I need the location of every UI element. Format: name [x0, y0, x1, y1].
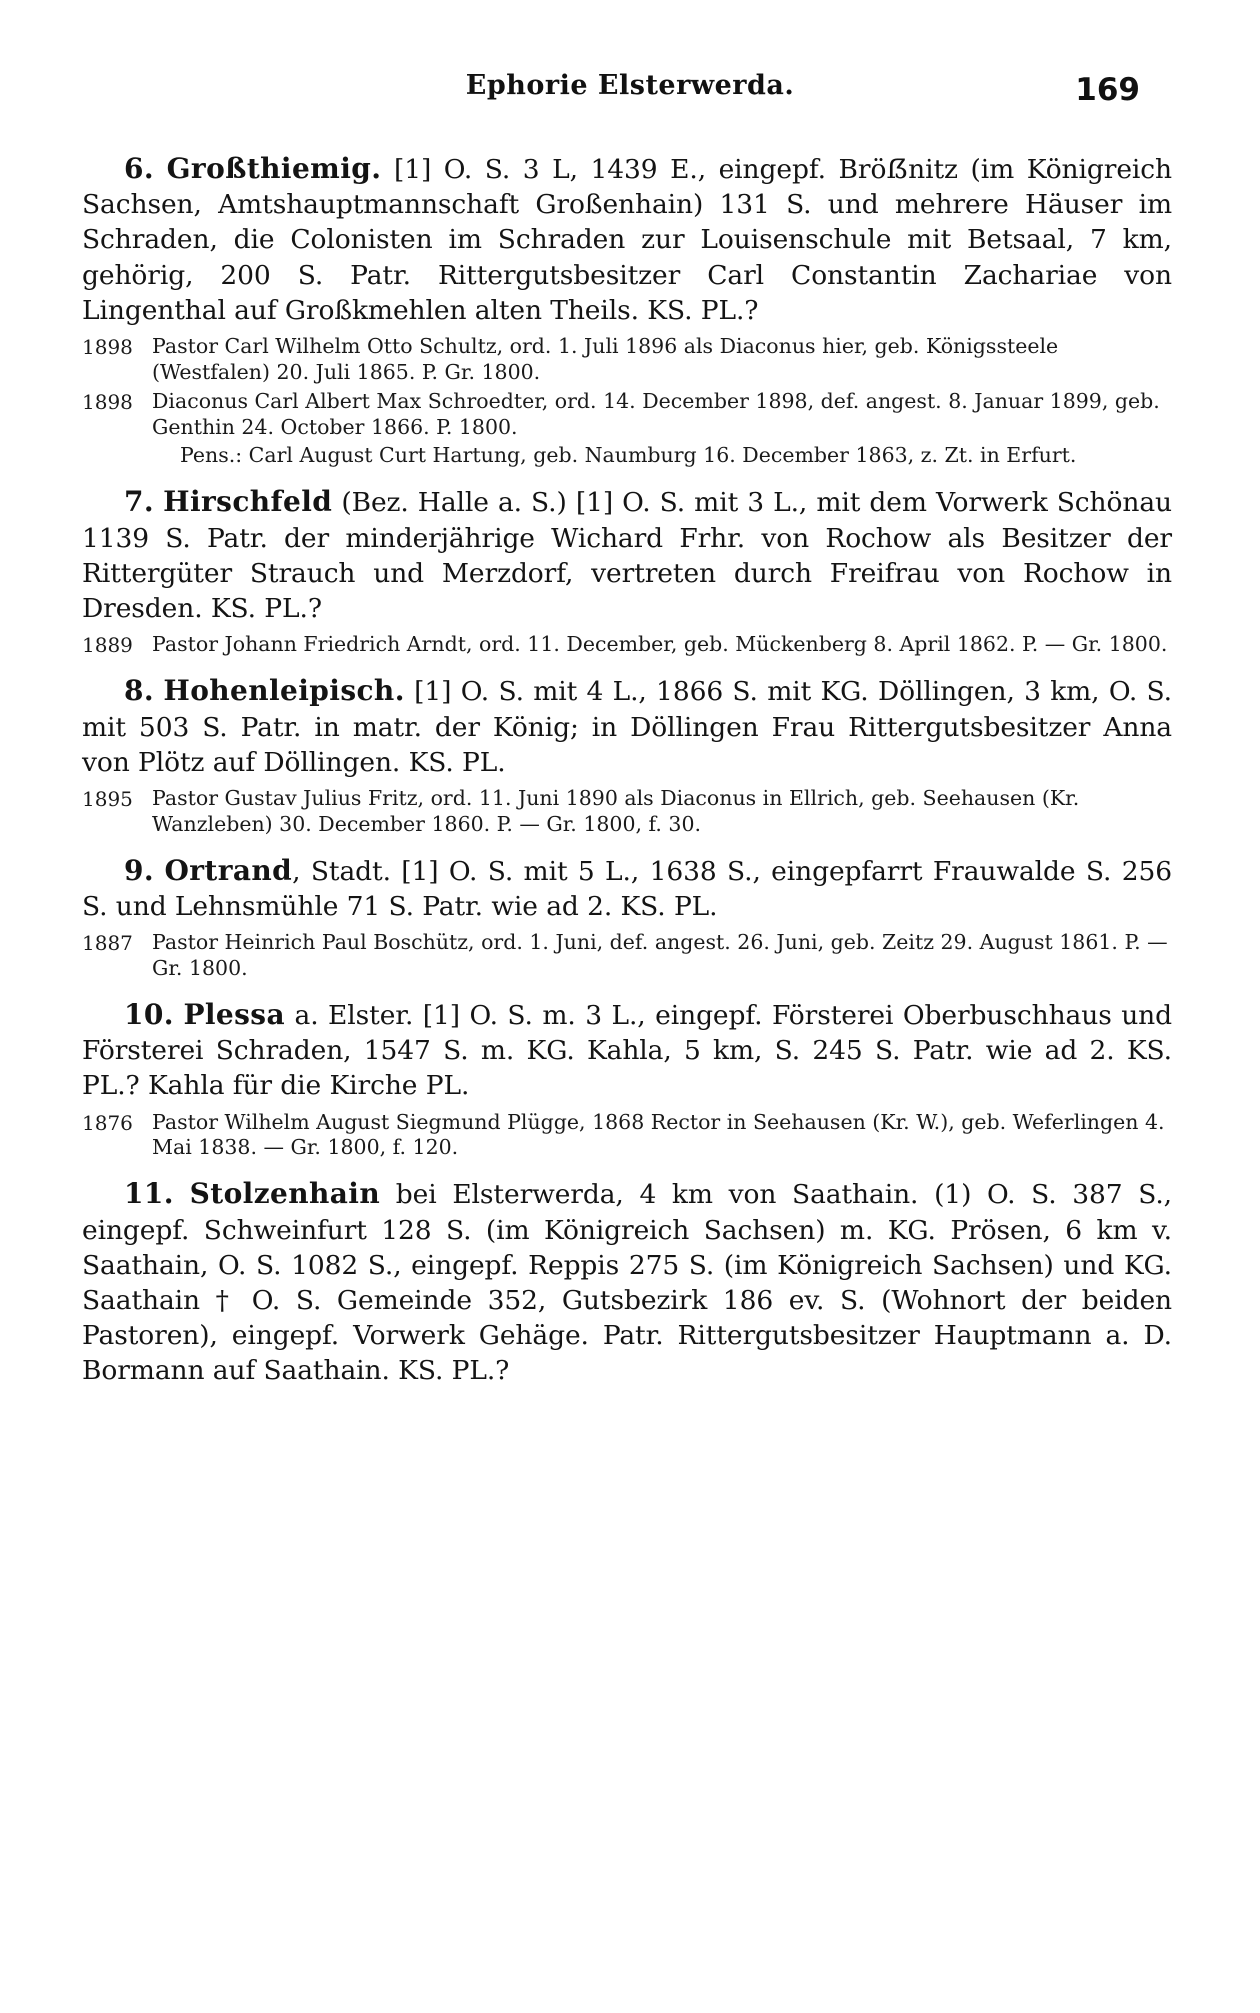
entry-notes [82, 334, 1172, 469]
entry-paragraph [82, 996, 1172, 1104]
entry-paragraph [82, 150, 1172, 328]
entry-name: Plessa [183, 997, 286, 1031]
entry-paragraph [82, 852, 1172, 924]
entry-stolzenhain [82, 1175, 1172, 1388]
note-body: Pastor Heinrich Paul Boschütz, ord. 1. Juni, def. angest. 26. Juni, geb. Zeitz 29. August 1861. P. — Gr. 1800. [152, 930, 1168, 981]
entry-hohenleipisch [82, 672, 1172, 837]
note-body: Pastor Gustav Julius Fritz, ord. 11. Juni 1890 als Diaconus in Ellrich, geb. Seehausen (Kr. Wanzleben) 30. December 1860. P. — Gr. 1800, f. 30. [152, 786, 1080, 836]
note-item [82, 334, 1172, 386]
entry-notes [82, 632, 1172, 658]
note-year: 1887 [82, 931, 133, 956]
entry-number: 7. [124, 485, 155, 519]
entry-paragraph [82, 483, 1172, 626]
entry-grossthiemig [82, 150, 1172, 469]
note-body: Diaconus Carl Albert Max Schroedter, ord. 14. December 1898, def. angest. 8. Januar 1899, geb. Genthin 24. October 1866. P. 1800. [152, 388, 1160, 439]
note-body: Pastor Wilhelm August Siegmund Plügge, 1868 Rector in Seehausen (Kr. W.), geb. Weferlingen 4. Mai 1838. — Gr. 1800, f. 120. [152, 1109, 1165, 1160]
entry-name: Hirschfeld [163, 485, 333, 519]
running-head-title: Ephorie Elsterwerda. [465, 70, 795, 101]
note-item [82, 930, 1172, 982]
page-header [0, 70, 1260, 116]
entry-text: [1] O. S. mit 4 L., 1866 S. mit KG. Döllingen, 3 km, O. S. mit 503 S. Patr. in matr. der König; in Döllingen Frau Rittergutsbesitzer Anna von Plötz auf Döllingen. KS. PL. [82, 676, 1172, 778]
note-year: 1889 [82, 633, 133, 658]
entry-number: 6. [124, 152, 155, 185]
entry-text: [1] O. S. 3 L, 1439 E., eingepf. Bröẞnitz (im Königreich Sachsen, Amtshauptmannschaft Großenhain) 131 S. und mehrere Häuser im Schraden, die Colonisten im Schraden zur Louisenschule mit Betsaal, 7 km, gehörig, 200 S. Patr. Rittergutsbesitzer Carl Constantin Zachariae von Lingenthal auf Großkmehlen alten Theils. KS. PL.? [82, 154, 1173, 326]
entry-text: , Stadt. [1] O. S. mit 5 L., 1638 S., eingepfarrt Frauwalde S. 256 S. und Lehnsmühle 71 S. Patr. wie ad 2. KS. PL. [82, 855, 1172, 923]
note-item [82, 632, 1172, 658]
entry-notes [82, 786, 1172, 838]
note-body: Pastor Johann Friedrich Arndt, ord. 11. December, geb. Mückenberg 8. April 1862. P. — Gr. 1800. [152, 632, 1168, 657]
entry-plessa [82, 996, 1172, 1161]
entry-paragraph [82, 672, 1172, 780]
entry-number: 8. [124, 674, 155, 708]
entry-number: 11. [124, 1177, 174, 1211]
note-year: 1898 [82, 335, 133, 360]
entry-name: Ortrand [164, 853, 293, 887]
entry-paragraph [82, 1175, 1172, 1388]
entry-text: (Bez. Halle a. S.) [1] O. S. mit 3 L., mit dem Vorwerk Schönau 1139 S. Patr. der minderjährige Wichard Frhr. von Rochow als Besitzer der Rittergüter Strauch und Merzdorf, vertreten durch Freifrau von Rochow in Dresden. KS. PL.? [82, 487, 1173, 625]
note-item [82, 389, 1172, 441]
note-year: 1895 [82, 787, 133, 812]
entry-number: 9. [124, 853, 155, 887]
entry-ortrand [82, 852, 1172, 982]
entry-name: Stolzenhain [189, 1177, 381, 1211]
note-item [82, 786, 1172, 838]
entry-text: a. Elster. [1] O. S. m. 3 L., eingepf. Försterei Oberbuschhaus und Försterei Schraden, 1547 S. m. KG. Kahla, 5 km, S. 245 S. Patr. wie ad 2. KS. PL.? Kahla für die Kirche PL. [82, 999, 1173, 1102]
page-number: 169 [1075, 72, 1140, 108]
page-body [82, 150, 1172, 1395]
note-item-pension [82, 443, 1172, 469]
note-body: Pens.: Carl August Curt Hartung, geb. Naumburg 16. December 1863, z. Zt. in Erfurt. [180, 443, 1077, 468]
entry-name: Hohenleipisch. [163, 674, 405, 708]
entry-text: bei Elsterwerda, 4 km von Saathain. (1) O. S. 387 S., eingepf. Schweinfurt 128 S. (im Königreich Sachsen) m. KG. Prösen, 6 km v. Saathain, O. S. 1082 S., eingepf. Reppis 275 S. (im Königreich Sachsen) und KG. Saathain † O. S. Gemeinde 352, Gutsbezirk 186 ev. S. (Wohnort der beiden Pastoren), eingepf. Vorwerk Gehäge. Patr. Rittergutsbesitzer Hauptmann a. D. Bormann auf Saathain. KS. PL.? [82, 1179, 1172, 1387]
entry-hirschfeld [82, 483, 1172, 658]
entry-name: Großthiemig. [166, 152, 382, 185]
entry-notes [82, 1110, 1172, 1162]
note-item [82, 1110, 1172, 1162]
note-year: 1876 [82, 1110, 133, 1135]
note-year: 1898 [82, 389, 133, 414]
note-body: Pastor Carl Wilhelm Otto Schultz, ord. 1. Juli 1896 als Diaconus hier, geb. Königssteele (Westfalen) 20. Juli 1865. P. Gr. 1800. [152, 334, 1059, 384]
entry-number: 10. [124, 997, 174, 1031]
entry-notes [82, 930, 1172, 982]
